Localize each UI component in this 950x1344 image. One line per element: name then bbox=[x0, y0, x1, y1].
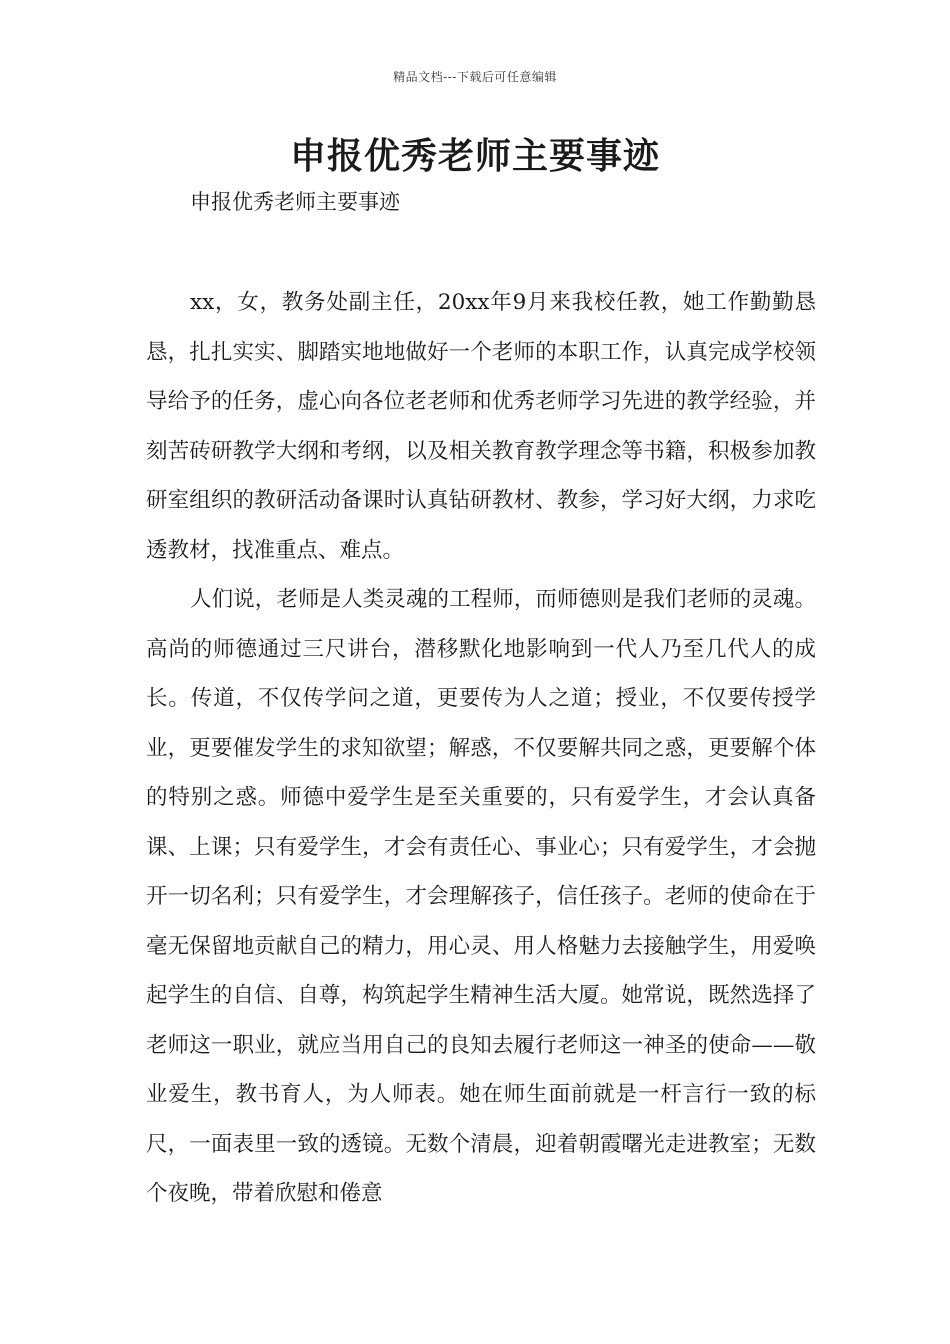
paragraph: 人们说，老师是人类灵魂的工程师，而师德则是我们老师的灵魂。高尚的师德通过三尺讲台，潜移默化地影响到一代人乃至几代人的成长。传道，不仅传学问之道，更要传为人之道；授业，不仅要传授学业，更要催发学生的求知欲望；解惑，不仅要解共同之惑，更要解个体的特别之惑。师德中爱学生是至关重要的，只有爱学生，才会认真备课、上课；只有爱学生，才会有责任心、事业心；只有爱学生，才会抛开一切名利；只有爱学生，才会理解孩子，信任孩子。老师的使命在于毫无保留地贡献自己的精力，用心灵、用人格魅力去接触学生，用爱唤起学生的自信、自尊，构筑起学生精神生活大厦。她常说，既然选择了老师这一职业，就应当用自己的良知去履行老师这一神圣的使命——敬业爱生，教书育人，为人师表。她在师生面前就是一杆言行一致的标尺，一面表里一致的透镜。无数个清晨，迎着朝霞曙光走进教室；无数个夜晚，带着欣慰和倦意 bbox=[146, 587, 816, 1206]
document-body bbox=[146, 278, 816, 1219]
document-title: 申报优秀老师主要事迹 bbox=[289, 135, 660, 177]
header-note: 精品文档---下载后可任意编辑 bbox=[393, 70, 557, 84]
document-subtitle: 申报优秀老师主要事迹 bbox=[190, 190, 400, 214]
paragraph: xx，女，教务处副主任，20xx年9月来我校任教，她工作勤勤恳恳，扎扎实实、脚踏实地地做好一个老师的本职工作，认真完成学校领导给予的任务，虚心向各位老老师和优秀老师学习先进的教学经验，并刻苦砖研教学大纲和考纲，以及相关教育教学理念等书籍，积极参加教研室组织的教研活动备课时认真钻研教材、教参，学习好大纲，力求吃透教材，找准重点、难点。 bbox=[146, 290, 816, 563]
